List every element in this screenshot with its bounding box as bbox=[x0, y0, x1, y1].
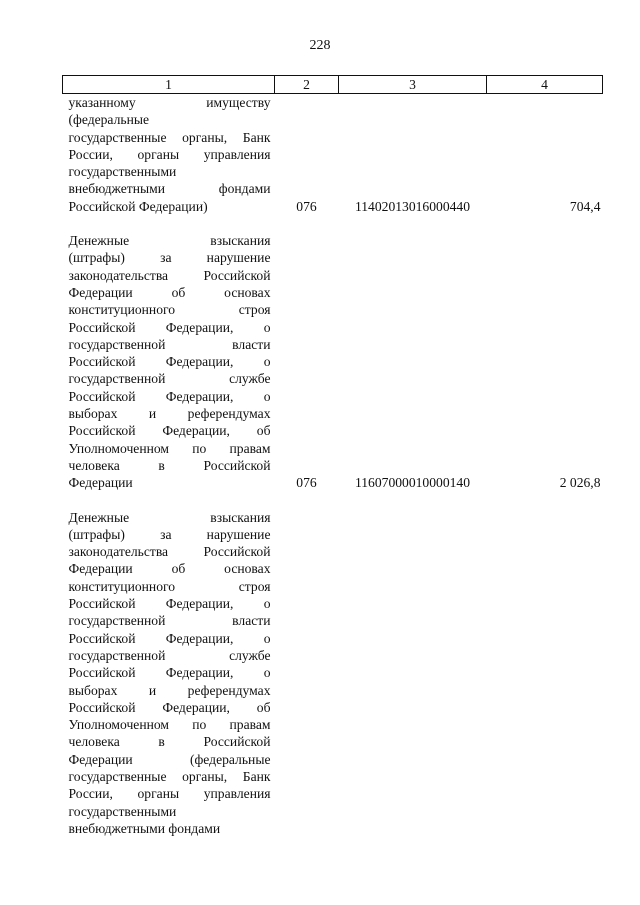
income-name-line: государственные органы, Банк bbox=[68, 768, 271, 784]
income-name-line: (штрафы) за нарушение bbox=[68, 250, 271, 266]
income-name-line: Федерации bbox=[68, 475, 133, 491]
income-name-line: Российской Федерации, о bbox=[68, 319, 271, 335]
amount-cell: 2 026,8 bbox=[559, 475, 601, 491]
income-name-line: законодательства Российской bbox=[68, 267, 271, 283]
income-name-line: России, органы управления bbox=[68, 146, 271, 162]
column-number-2: 2 bbox=[275, 76, 339, 94]
income-name-line: государственными bbox=[68, 164, 177, 180]
page-number: 228 bbox=[309, 38, 331, 53]
budget-classification-code-cell bbox=[339, 509, 487, 838]
income-name-line: государственными bbox=[68, 803, 177, 819]
table-row bbox=[63, 509, 603, 838]
column-number-header-row bbox=[63, 76, 603, 94]
budget-table bbox=[62, 75, 603, 837]
income-name-cell bbox=[63, 509, 275, 838]
column-number-4: 4 bbox=[487, 76, 603, 94]
column-number-1: 1 bbox=[63, 76, 275, 94]
income-name-line: (штрафы) за нарушение bbox=[68, 526, 271, 542]
income-name-line: Российской Федерации, о bbox=[68, 354, 271, 370]
income-name-line: государственной службе bbox=[68, 647, 271, 663]
income-name-line: Денежные взыскания bbox=[68, 233, 271, 249]
income-name-line: Российской Федерации, о bbox=[68, 665, 271, 681]
income-name-line: (федеральные bbox=[68, 112, 150, 128]
income-name-line: государственной власти bbox=[68, 336, 271, 352]
income-name-line: Федерации (федеральные bbox=[68, 751, 271, 767]
income-name-line: внебюджетными фондами bbox=[68, 820, 221, 836]
income-name-cell bbox=[63, 232, 275, 491]
column-number-3: 3 bbox=[339, 76, 487, 94]
income-name-line: России, органы управления bbox=[68, 786, 271, 802]
amount-cell: 704,4 bbox=[569, 198, 601, 214]
income-name-line: государственной власти bbox=[68, 613, 271, 629]
income-name-line: человека в Российской bbox=[68, 457, 271, 473]
table-body bbox=[63, 94, 603, 838]
income-name-line: государственные органы, Банк bbox=[68, 129, 271, 145]
budget-classification-code-cell: 11607000010000140 bbox=[354, 475, 471, 491]
income-name-line: Российской Федерации, о bbox=[68, 388, 271, 404]
income-name-line: государственной службе bbox=[68, 371, 271, 387]
income-name-line: выборах и референдумах bbox=[68, 682, 271, 698]
income-name-cell bbox=[63, 94, 275, 216]
income-name-line: Денежные взыскания bbox=[68, 509, 271, 525]
income-name-line: Российской Федерации, о bbox=[68, 630, 271, 646]
table-row bbox=[63, 94, 603, 216]
table-row bbox=[63, 232, 603, 491]
income-name-line: Российской Федерации, о bbox=[68, 596, 271, 612]
administrator-code-cell: 076 bbox=[296, 475, 317, 491]
income-name-line: Федерации об основах bbox=[68, 284, 271, 300]
income-name-line: Российской Федерации) bbox=[68, 198, 208, 214]
administrator-code-cell bbox=[275, 509, 339, 838]
budget-classification-code-cell: 11402013016000440 bbox=[354, 198, 471, 214]
row-spacer bbox=[63, 492, 603, 509]
income-name-line: внебюджетными фондами bbox=[68, 181, 271, 197]
income-name-line: Российской Федерации, об bbox=[68, 699, 271, 715]
income-name-line: законодательства Российской bbox=[68, 544, 271, 560]
income-name-line: конституционного строя bbox=[68, 302, 271, 318]
income-name-line: Федерации об основах bbox=[68, 561, 271, 577]
income-name-line: Российской Федерации, об bbox=[68, 423, 271, 439]
administrator-code-cell: 076 bbox=[296, 198, 317, 214]
amount-cell bbox=[487, 509, 603, 838]
row-spacer bbox=[63, 215, 603, 232]
income-name-line: указанному имуществу bbox=[68, 95, 271, 110]
income-name-line: выборах и референдумах bbox=[68, 406, 271, 422]
income-name-line: человека в Российской bbox=[68, 734, 271, 750]
income-name-line: Уполномоченном по правам bbox=[68, 717, 271, 733]
income-name-line: Уполномоченном по правам bbox=[68, 440, 271, 456]
income-name-line: конституционного строя bbox=[68, 578, 271, 594]
